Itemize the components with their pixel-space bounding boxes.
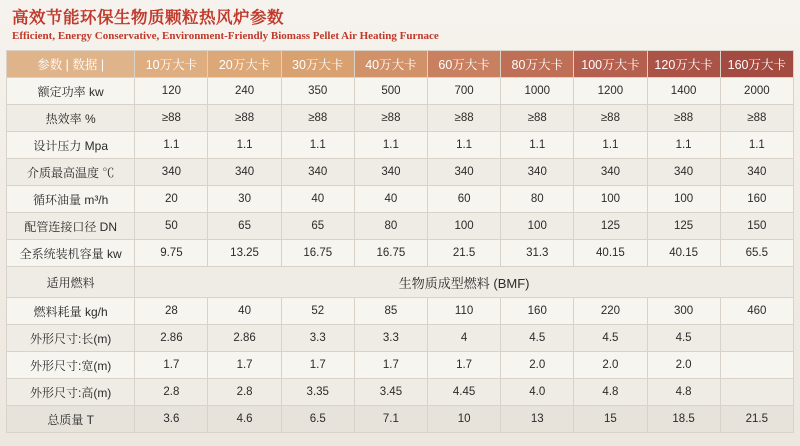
cell: 1.7 [208, 352, 281, 379]
cell: 220 [574, 298, 647, 325]
cell: 21.5 [720, 406, 793, 433]
cell: 1400 [647, 78, 720, 105]
cell: 1.1 [574, 132, 647, 159]
cell: 160 [501, 298, 574, 325]
cell: ≥88 [647, 105, 720, 132]
cell: 500 [354, 78, 427, 105]
table-header-row [7, 51, 794, 78]
cell: 340 [574, 159, 647, 186]
cell: 3.35 [281, 379, 354, 406]
cell: 65.5 [720, 240, 793, 267]
cell: 13.25 [208, 240, 281, 267]
cell: 160 [720, 186, 793, 213]
cell: 350 [281, 78, 354, 105]
table-row-fuel [7, 267, 794, 298]
cell: 340 [647, 159, 720, 186]
table-header-col-1: 10万大卡 [135, 51, 208, 78]
cell: 4.8 [574, 379, 647, 406]
cell: 80 [501, 186, 574, 213]
table-row [7, 213, 794, 240]
table-row [7, 352, 794, 379]
cell: 110 [428, 298, 501, 325]
table-header-col-9: 160万大卡 [720, 51, 793, 78]
cell: 3.3 [354, 325, 427, 352]
cell: 40.15 [647, 240, 720, 267]
cell: 1.1 [720, 132, 793, 159]
cell: 4.8 [647, 379, 720, 406]
row-label: 额定功率 kw [7, 78, 135, 105]
cell: 3.45 [354, 379, 427, 406]
cell [720, 379, 793, 406]
cell: 340 [135, 159, 208, 186]
cell [720, 325, 793, 352]
cell: 13 [501, 406, 574, 433]
page-title-cn: 高效节能环保生物质颗粒热风炉参数 [12, 9, 284, 27]
cell: 4.45 [428, 379, 501, 406]
cell: 40 [354, 186, 427, 213]
cell: 4.0 [501, 379, 574, 406]
table-header-col-3: 30万大卡 [281, 51, 354, 78]
cell: 1.7 [135, 352, 208, 379]
cell: 460 [720, 298, 793, 325]
cell: 9.75 [135, 240, 208, 267]
cell: 31.3 [501, 240, 574, 267]
fuel-type-value: 生物质成型燃料 (BMF) [135, 267, 794, 298]
cell: 150 [720, 213, 793, 240]
table-row [7, 298, 794, 325]
row-label: 适用燃料 [7, 267, 135, 298]
cell: 340 [501, 159, 574, 186]
table-header-col-6: 80万大卡 [501, 51, 574, 78]
cell: ≥88 [135, 105, 208, 132]
cell: 3.3 [281, 325, 354, 352]
cell: 2.8 [135, 379, 208, 406]
cell: 340 [428, 159, 501, 186]
cell: 2.86 [135, 325, 208, 352]
cell: 100 [574, 186, 647, 213]
table-header-col-5: 60万大卡 [428, 51, 501, 78]
row-label: 外形尺寸:高(m) [7, 379, 135, 406]
table-row [7, 78, 794, 105]
cell: 2.0 [647, 352, 720, 379]
row-label: 全系统装机容量 kw [7, 240, 135, 267]
table-row [7, 105, 794, 132]
cell: 700 [428, 78, 501, 105]
specification-table [6, 50, 794, 433]
row-label: 循环油量 m³/h [7, 186, 135, 213]
cell: 125 [574, 213, 647, 240]
cell: 18.5 [647, 406, 720, 433]
table-header-col-2: 20万大卡 [208, 51, 281, 78]
cell: 300 [647, 298, 720, 325]
cell: 1.1 [647, 132, 720, 159]
cell: 2.0 [574, 352, 647, 379]
row-label: 总质量 T [7, 406, 135, 433]
cell: 16.75 [281, 240, 354, 267]
cell: ≥88 [208, 105, 281, 132]
cell: 20 [135, 186, 208, 213]
cell: 1.7 [281, 352, 354, 379]
cell: 2.86 [208, 325, 281, 352]
cell: 2.0 [501, 352, 574, 379]
cell: 30 [208, 186, 281, 213]
cell: 80 [354, 213, 427, 240]
cell: ≥88 [428, 105, 501, 132]
cell: 125 [647, 213, 720, 240]
row-label: 热效率 % [7, 105, 135, 132]
cell: 1.7 [428, 352, 501, 379]
cell: ≥88 [501, 105, 574, 132]
table-row [7, 325, 794, 352]
cell: 1.1 [135, 132, 208, 159]
title-block [6, 6, 794, 47]
cell: 2.8 [208, 379, 281, 406]
cell: 120 [135, 78, 208, 105]
cell: 1.1 [354, 132, 427, 159]
cell: 6.5 [281, 406, 354, 433]
cell: 1000 [501, 78, 574, 105]
cell: 100 [647, 186, 720, 213]
row-label: 设计压力 Mpa [7, 132, 135, 159]
table-body [7, 78, 794, 433]
table-header-col-7: 100万大卡 [574, 51, 647, 78]
cell: ≥88 [574, 105, 647, 132]
cell: 340 [281, 159, 354, 186]
cell [720, 352, 793, 379]
cell: 7.1 [354, 406, 427, 433]
cell: ≥88 [281, 105, 354, 132]
cell: 3.6 [135, 406, 208, 433]
cell: 21.5 [428, 240, 501, 267]
page-title-en: Efficient, Energy Conservative, Environment-Friendly Biomass Pellet Air Heating Furnace [12, 30, 439, 42]
cell: 100 [428, 213, 501, 240]
table-row [7, 159, 794, 186]
table-header-col-8: 120万大卡 [647, 51, 720, 78]
cell: 40 [208, 298, 281, 325]
cell: 65 [208, 213, 281, 240]
cell: 340 [208, 159, 281, 186]
row-label: 外形尺寸:长(m) [7, 325, 135, 352]
row-label: 外形尺寸:宽(m) [7, 352, 135, 379]
table-row [7, 186, 794, 213]
cell: ≥88 [720, 105, 793, 132]
cell: ≥88 [354, 105, 427, 132]
row-label: 燃料耗量 kg/h [7, 298, 135, 325]
cell: 1200 [574, 78, 647, 105]
cell: 65 [281, 213, 354, 240]
cell: 4.5 [647, 325, 720, 352]
cell: 28 [135, 298, 208, 325]
table-header-param: 参数 | 数据 | [7, 51, 135, 78]
table-header [7, 51, 794, 78]
table-header-col-4: 40万大卡 [354, 51, 427, 78]
cell: 340 [354, 159, 427, 186]
cell: 1.1 [281, 132, 354, 159]
cell: 100 [501, 213, 574, 240]
cell: 1.1 [208, 132, 281, 159]
cell: 2000 [720, 78, 793, 105]
cell: 4.5 [574, 325, 647, 352]
cell: 4 [428, 325, 501, 352]
row-label: 介质最高温度 ℃ [7, 159, 135, 186]
cell: 340 [720, 159, 793, 186]
table-row [7, 240, 794, 267]
cell: 4.6 [208, 406, 281, 433]
cell: 52 [281, 298, 354, 325]
table-row [7, 379, 794, 406]
cell: 50 [135, 213, 208, 240]
table-row [7, 132, 794, 159]
cell: 60 [428, 186, 501, 213]
table-row-total [7, 406, 794, 433]
cell: 1.7 [354, 352, 427, 379]
cell: 16.75 [354, 240, 427, 267]
cell: 1.1 [428, 132, 501, 159]
cell: 40 [281, 186, 354, 213]
cell: 40.15 [574, 240, 647, 267]
cell: 1.1 [501, 132, 574, 159]
cell: 10 [428, 406, 501, 433]
cell: 85 [354, 298, 427, 325]
cell: 240 [208, 78, 281, 105]
cell: 15 [574, 406, 647, 433]
cell: 4.5 [501, 325, 574, 352]
row-label: 配管连接口径 DN [7, 213, 135, 240]
